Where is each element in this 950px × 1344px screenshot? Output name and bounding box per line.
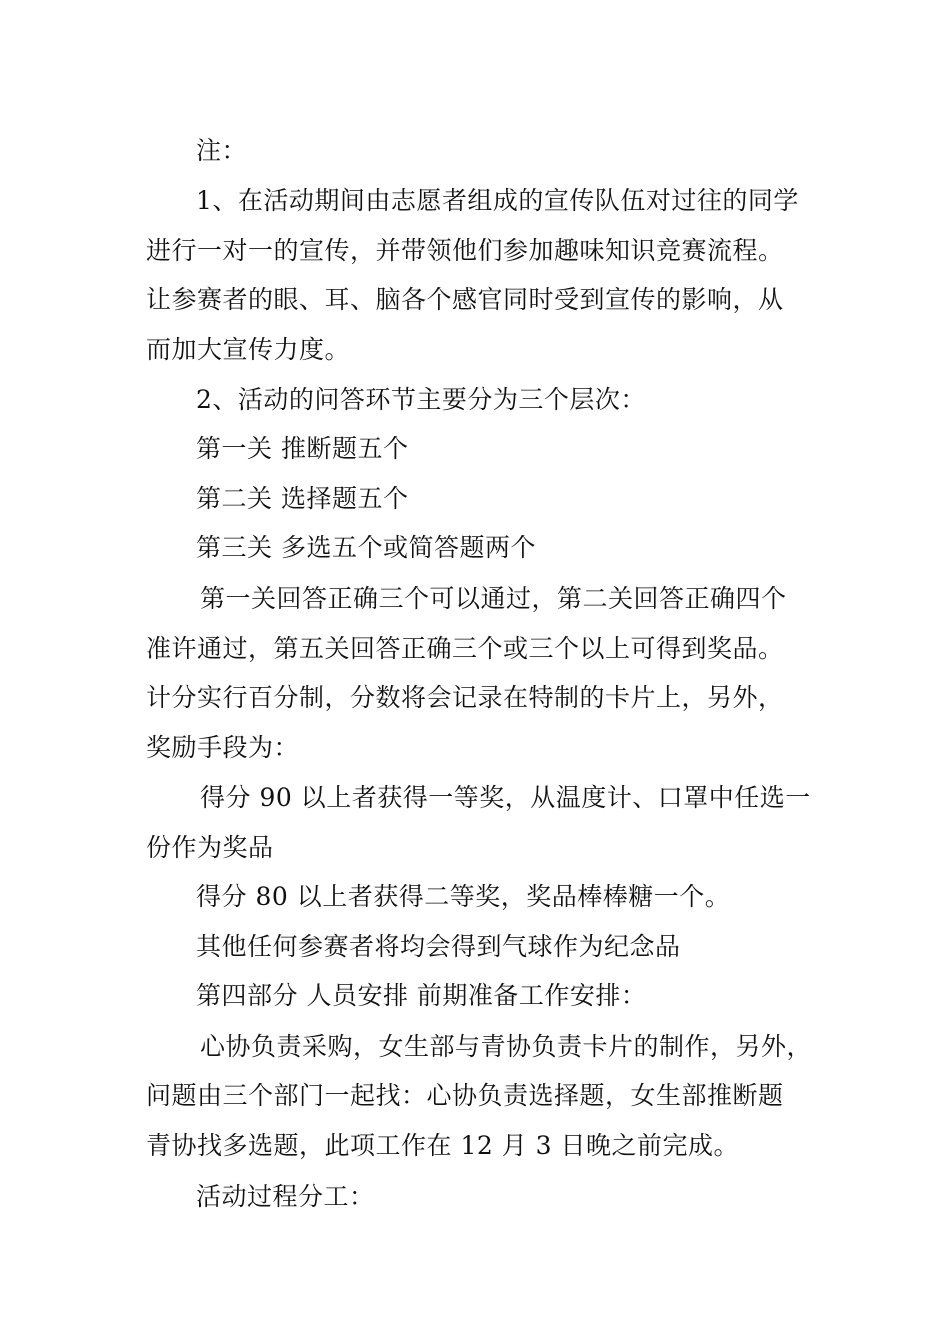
level-2-item: 第二关 选择题五个 [196,484,409,513]
paragraph-1-line-1: 1、在活动期间由志愿者组成的宣传队伍对过往的同学 [196,186,799,215]
paragraph-1-line-4: 而加大宣传力度。 [146,335,351,364]
note-heading: 注： [196,136,248,165]
prep-line-1: 心协负责采购，女生部与青协负责卡片的制作，另外， [200,1032,813,1061]
prize-second: 得分 80 以上者获得二等奖，奖品棒棒糖一个。 [196,882,731,911]
rules-line-4: 奖励手段为： [146,733,300,762]
section-4-heading: 第四部分 人员安排 前期准备工作安排： [196,981,647,1010]
paragraph-1-line-3: 让参赛者的眼、耳、脑各个感官同时受到宣传的影响，从 [146,285,784,314]
level-3-item: 第三关 多选五个或简答题两个 [196,533,536,562]
paragraph-2-line-1: 2、活动的问答环节主要分为三个层次： [196,385,646,414]
process-division-heading: 活动过程分工： [196,1182,375,1211]
prep-line-2: 问题由三个部门一起找：心协负责选择题，女生部推断题 [146,1081,784,1110]
prize-others: 其他任何参赛者将均会得到气球作为纪念品 [196,932,681,961]
rules-line-1: 第一关回答正确三个可以通过，第二关回答正确四个 [200,584,787,613]
rules-line-2: 准许通过，第五关回答正确三个或三个以上可得到奖品。 [146,634,784,663]
prize-first-line-2: 份作为奖品 [146,833,274,862]
paragraph-1-line-2: 进行一对一的宣传，并带领他们参加趣味知识竞赛流程。 [146,236,784,265]
prize-first-line-1: 得分 90 以上者获得一等奖，从温度计、口罩中任选一 [200,783,811,812]
rules-line-3: 计分实行百分制，分数将会记录在特制的卡片上，另外， [146,683,784,712]
level-1-item: 第一关 推断题五个 [196,434,409,463]
prep-line-3: 青协找多选题，此项工作在 12 月 3 日晚之前完成。 [146,1131,740,1160]
